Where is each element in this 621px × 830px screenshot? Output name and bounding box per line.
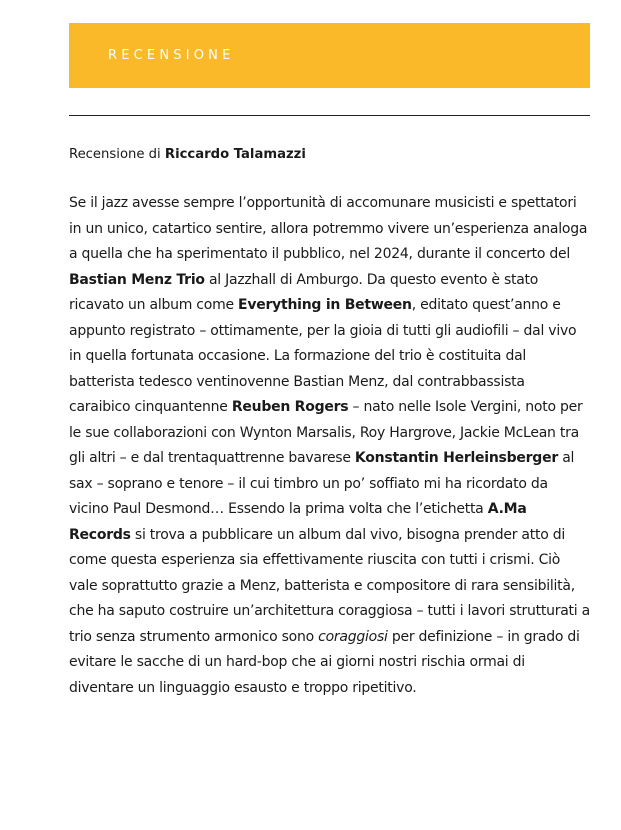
text-segment: – nato nelle Isole Vergini, noto per le sue collaborazioni con Wynton Marsalis, Roy Hargrove, Jackie McLean tra gli altri – e dal trentaquattrenne bavarese	[69, 399, 583, 466]
byline-author: Riccardo Talamazzi	[164, 147, 306, 162]
byline-prefix: Recensione di	[69, 147, 161, 162]
text-segment: Se il jazz avesse sempre l’opportunità di accomunare musicisti e spettatori in un unico, catartico sentire, allora potremmo vivere un’esperienza analoga a quella che ha sperimentato il pubblico, nel 2024, durante il concerto del	[69, 195, 588, 262]
section-label: RECENSIONE	[108, 48, 235, 63]
label-name: A.Ma Records	[69, 501, 527, 543]
band-name: Bastian Menz Trio	[69, 271, 205, 288]
musician-name: Konstantin Herleinsberger	[354, 450, 558, 466]
byline	[69, 146, 590, 164]
divider	[69, 115, 590, 116]
text-segment: si trova a pubblicare un album dal vivo, bisogna prender atto di come questa esperienza sia effettivamente riuscita con tutti i crismi. Ciò vale soprattutto grazie a Menz, batterista e compositore di rara sensibilità, che ha saputo costruire un’architettura coraggiosa – tutti i lavori strutturati a trio senza strumento armonico sono	[69, 526, 590, 645]
text-segment: al sax – soprano e tenore – il cui timbro un po’ soffiato mi ha ricordato da vicino Paul Desmond… Essendo la prima volta che l’etichetta	[69, 450, 575, 517]
text-segment: al Jazzhall di Amburgo. Da questo evento è stato ricavato un album come	[69, 271, 539, 313]
musician-name: Reuben Rogers	[231, 399, 349, 415]
section-banner	[69, 23, 590, 88]
album-title: Everything in Between	[238, 297, 412, 313]
emphasis: coraggiosi	[318, 628, 388, 645]
text-segment: per definizione – in grado di evitare le sacche di un hard-bop che ai giorni nostri rischia ormai di diventare un linguaggio esausto e troppo ripetitivo.	[69, 628, 580, 696]
text-segment: , editato quest’anno e appunto registrato – ottimamente, per la gioia di tutti gli audiofili – dal vivo in quella fortunata occasione. La formazione del trio è costituita dal batterista tedesco ventinovenne Bastian Menz, dal contrabbassista caraibico cinquantenne	[69, 297, 577, 415]
article-body	[69, 191, 590, 701]
